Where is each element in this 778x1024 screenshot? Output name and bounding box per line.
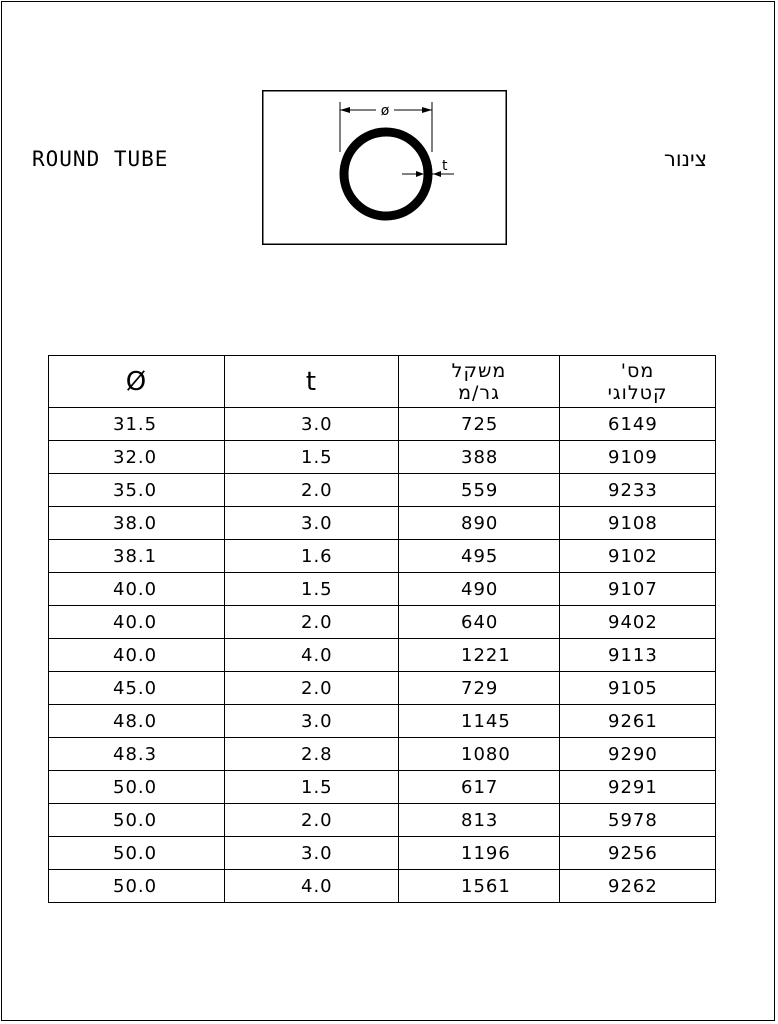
cell-thickness: 4.0 xyxy=(225,870,399,903)
cell-weight: 617 xyxy=(399,771,560,804)
cell-weight: 729 xyxy=(399,672,560,705)
diameter-symbol: ø xyxy=(380,103,390,119)
thickness-arrow-left xyxy=(416,171,424,177)
table-row xyxy=(49,771,716,804)
cell-catalog-number: 9233 xyxy=(560,474,716,507)
cell-catalog-number: 9290 xyxy=(560,738,716,771)
cell-diameter: 50.0 xyxy=(49,870,225,903)
round-tube-spec-table xyxy=(48,355,716,903)
cell-catalog-number: 9262 xyxy=(560,870,716,903)
table-row xyxy=(49,672,716,705)
cell-catalog-number: 9402 xyxy=(560,606,716,639)
cell-weight: 559 xyxy=(399,474,560,507)
cell-diameter: 40.0 xyxy=(49,606,225,639)
cell-weight: 388 xyxy=(399,441,560,474)
cell-thickness: 3.0 xyxy=(225,507,399,540)
cell-diameter: 38.0 xyxy=(49,507,225,540)
table-row xyxy=(49,441,716,474)
table-header-row xyxy=(49,356,716,408)
cell-diameter: 50.0 xyxy=(49,837,225,870)
cell-catalog-number: 9108 xyxy=(560,507,716,540)
cell-diameter: 48.3 xyxy=(49,738,225,771)
table-row xyxy=(49,540,716,573)
header-thickness xyxy=(225,356,399,408)
table-row xyxy=(49,606,716,639)
cell-diameter: 45.0 xyxy=(49,672,225,705)
cell-thickness: 2.0 xyxy=(225,606,399,639)
cell-catalog-number: 9107 xyxy=(560,573,716,606)
table-row xyxy=(49,804,716,837)
cell-thickness: 1.6 xyxy=(225,540,399,573)
cell-thickness: 2.8 xyxy=(225,738,399,771)
title-hebrew: צינור xyxy=(664,147,708,171)
arrow-left xyxy=(340,107,350,113)
cell-catalog-number: 5978 xyxy=(560,804,716,837)
cell-thickness: 2.0 xyxy=(225,672,399,705)
cell-weight: 495 xyxy=(399,540,560,573)
cell-weight: 813 xyxy=(399,804,560,837)
cell-weight: 640 xyxy=(399,606,560,639)
cell-catalog-number: 6149 xyxy=(560,408,716,441)
cell-thickness: 1.5 xyxy=(225,771,399,804)
table-row xyxy=(49,705,716,738)
thickness-symbol: t xyxy=(442,158,448,174)
table-row xyxy=(49,639,716,672)
cell-diameter: 38.1 xyxy=(49,540,225,573)
cell-diameter: 40.0 xyxy=(49,573,225,606)
cell-thickness: 3.0 xyxy=(225,705,399,738)
cell-catalog-number: 9256 xyxy=(560,837,716,870)
cell-thickness: 1.5 xyxy=(225,441,399,474)
cell-catalog-number: 9109 xyxy=(560,441,716,474)
cell-diameter: 31.5 xyxy=(49,408,225,441)
table-row xyxy=(49,474,716,507)
cell-thickness: 3.0 xyxy=(225,408,399,441)
cell-weight: 890 xyxy=(399,507,560,540)
header-diameter xyxy=(49,356,225,408)
table-row xyxy=(49,573,716,606)
cell-thickness: 2.0 xyxy=(225,804,399,837)
table-row xyxy=(49,738,716,771)
catalog-header-line2: קטלוגי xyxy=(607,381,668,404)
table-row xyxy=(49,870,716,903)
header-weight xyxy=(399,356,560,408)
cell-weight: 1561 xyxy=(399,870,560,903)
cell-catalog-number: 9102 xyxy=(560,540,716,573)
cell-thickness: 3.0 xyxy=(225,837,399,870)
cell-catalog-number: 9261 xyxy=(560,705,716,738)
cell-weight: 490 xyxy=(399,573,560,606)
cell-diameter: 40.0 xyxy=(49,639,225,672)
cell-weight: 725 xyxy=(399,408,560,441)
table-row xyxy=(49,408,716,441)
cell-weight: 1080 xyxy=(399,738,560,771)
cell-diameter: 50.0 xyxy=(49,804,225,837)
cell-catalog-number: 9291 xyxy=(560,771,716,804)
table-row xyxy=(49,507,716,540)
thickness-header-symbol: t xyxy=(305,366,318,397)
cell-weight: 1145 xyxy=(399,705,560,738)
cell-diameter: 50.0 xyxy=(49,771,225,804)
cell-weight: 1196 xyxy=(399,837,560,870)
title-english: ROUND TUBE xyxy=(32,147,169,171)
catalog-header-line1: מס' xyxy=(620,359,655,382)
weight-header-line2: גר/מ xyxy=(458,381,500,404)
cell-thickness: 1.5 xyxy=(225,573,399,606)
cell-thickness: 4.0 xyxy=(225,639,399,672)
header-catalog-number xyxy=(560,356,716,408)
diameter-header-symbol: Ø xyxy=(125,366,148,397)
cell-diameter: 32.0 xyxy=(49,441,225,474)
arrow-right xyxy=(422,107,432,113)
table-row xyxy=(49,837,716,870)
cell-diameter: 35.0 xyxy=(49,474,225,507)
cell-weight: 1221 xyxy=(399,639,560,672)
tube-cross-section-diagram xyxy=(262,90,507,245)
cell-thickness: 2.0 xyxy=(225,474,399,507)
thickness-arrow-right xyxy=(433,171,441,177)
weight-header-line1: משקל xyxy=(451,359,507,382)
cell-catalog-number: 9105 xyxy=(560,672,716,705)
cell-diameter: 48.0 xyxy=(49,705,225,738)
cell-catalog-number: 9113 xyxy=(560,639,716,672)
